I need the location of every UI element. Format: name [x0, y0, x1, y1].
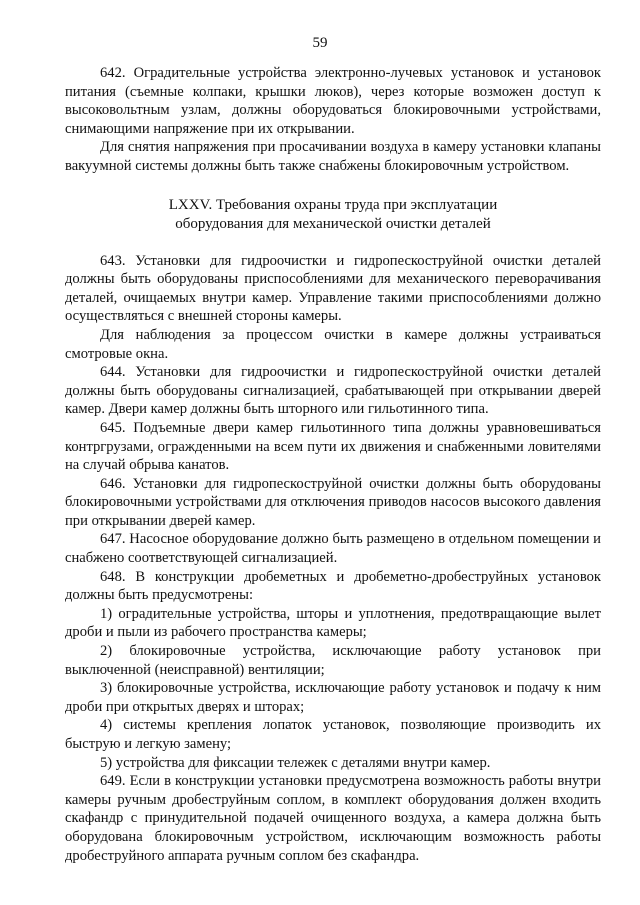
section-heading-line-1: LXXV. Требования охраны труда при эксплуатации — [168, 196, 498, 213]
list-item-648-3: 3) блокировочные устройства, исключающие работу установок и подачу к ним дроби при открытых дверях и шторах; — [65, 680, 601, 715]
list-item-648-1: 1) оградительные устройства, шторы и уплотнения, предотвращающие вылет дроби и пыли из рабочего пространства камеры; — [65, 605, 601, 641]
paragraph-642: 642. Оградительные устройства электронно-лучевых установок и установок питания (съемные колпаки, крышки люков), через которые возможен доступ к высоковольтным узлам, должны оборудоваться блокировочными устройствами, снимающими напряжение при их открывании. — [65, 65, 601, 137]
paragraph-649: 649. Если в конструкции установки предусмотрена возможность работы внутри камеры ручным дробеструйным соплом, в комплект оборудования должен входить скафандр с принудительной подачей очищенного воздуха, а камера должна быть оборудована блокировочным устройством, исключающим возможность работы дробеструйного аппарата ручным соплом без скафандра. — [65, 773, 601, 864]
paragraph-643-continued: Для наблюдения за процессом очистки в камере должны устраиваться смотровые окна. — [65, 326, 601, 362]
list-item-648-2: 2) блокировочные устройства, исключающие работу установок при выключенной (неисправной) вентиляции; — [65, 643, 601, 678]
page-number: 59 — [312, 35, 328, 51]
paragraph-644: 644. Установки для гидроочистки и гидропескоструйной очистки деталей должны быть оборудованы сигнализацией, срабатывающей при открывании дверей камер. Двери камер должны быть шторного или гильотинного типа. — [65, 364, 601, 418]
list-item-648-4: 4) системы крепления лопаток установок, позволяющие производить их быструю и легкую замену; — [65, 717, 601, 752]
list-item-648-5: 5) устройства для фиксации тележек с деталями внутри камер. — [100, 754, 491, 771]
paragraph-645: 645. Подъемные двери камер гильотинного типа должны уравновешиваться контргрузами, огражденными на всем пути их движения и снабженными ловителями на случай обрыва канатов. — [65, 419, 601, 474]
section-heading — [65, 196, 601, 234]
paragraph-646: 646. Установки для гидропескоструйной очистки должны быть оборудованы блокировочными устройствами для отключения приводов насосов высокого давления при открывании дверей камер. — [65, 475, 601, 529]
section-heading-line-2: оборудования для механической очистки деталей — [175, 215, 491, 232]
paragraph-643: 643. Установки для гидроочистки и гидропескоструйной очистки деталей должны быть оборудованы приспособлениями для механического переворачивания деталей, очищаемых внутри камер. Управление такими приспособлениями должно осуществляться с внешней стороны камеры. — [65, 252, 601, 325]
paragraph-648: 648. В конструкции дробеметных и дробеметно-дробеструйных установок должны быть предусмотрены: — [65, 568, 601, 604]
paragraph-642-continued: Для снятия напряжения при просачивании воздуха в камеру установки клапаны вакуумной системы должны быть также снабжены блокировочным устройством. — [65, 139, 601, 174]
page-content — [65, 64, 601, 865]
paragraph-647: 647. Насосное оборудование должно быть размещено в отдельном помещении и снабжено соответствующей сигнализацией. — [65, 531, 601, 567]
